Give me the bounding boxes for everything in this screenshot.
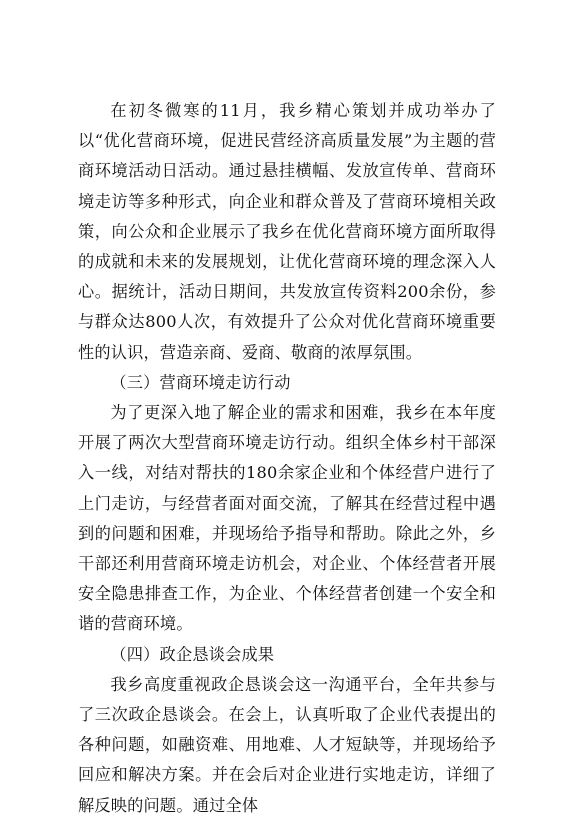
paragraph-government-enterprise-talks: 我乡高度重视政企恳谈会这一沟通平台，全年共参与了三次政企恳谈会。在会上，认真听取了企业代表提出的各种问题，如融资难、用地难、人才短缺等，并现场给予回应和解决方案。并在会后对企业进行实地走访，详细了解反映的问题。通过全体 — [78, 674, 496, 815]
heading-business-visits: （三）营商环境走访行动 — [110, 372, 291, 392]
paragraph-activity-day: 在初冬微寒的11月，我乡精心策划并成功举办了以“优化营商环境，促进民营经济高质量发展”为主题的营商环境活动日活动。通过悬挂横幅、发放宣传单、营商环境走访等多种形式，向企业和群众普及了营商环境相关政策，向公众和企业展示了我乡在优化营商环境方面所取得的成就和未来的发展规划，让优化营商环境的理念深入人心。据统计，活动日期间，共发放宣传资料200余份，参与群众达800人次，有效提升了公众对优化营商环境重要性的认识，营造亲商、爱商、敬商的浓厚氛围。 — [78, 101, 496, 362]
paragraph-business-visits: 为了更深入地了解企业的需求和困难，我乡在本年度开展了两次大型营商环境走访行动。组织全体乡村干部深入一线，对结对帮扶的180余家企业和个体经营户进行了上门走访，与经营者面对面交流，了解其在经营过程中遇到的问题和困难，并现场给予指导和帮助。除此之外，乡干部还利用营商环境走访机会，对企业、个体经营者开展安全隐患排查工作，为企业、个体经营者创建一个安全和谐的营商环境。 — [78, 403, 496, 634]
heading-government-enterprise-talks: （四）政企恳谈会成果 — [110, 644, 275, 664]
document-body — [78, 96, 496, 821]
